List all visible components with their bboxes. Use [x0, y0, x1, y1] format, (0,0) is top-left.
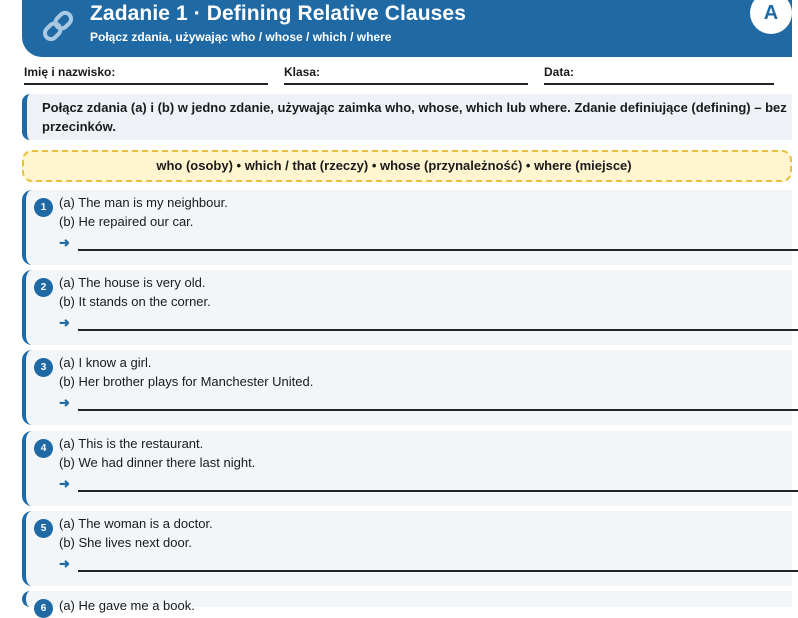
word-box [22, 150, 792, 182]
sentence-b: (b) It stands on the corner. [59, 294, 211, 309]
answer-line[interactable] [78, 249, 798, 251]
sentence-a: (a) He gave me a book. [59, 598, 195, 613]
answer-line[interactable] [78, 490, 798, 492]
exercise-item [22, 511, 792, 586]
instruction-text: Połącz zdania (a) i (b) w jedno zdanie, używając zaimka who, whose, which lub where. Zdanie definiujące (defining) – bez przecinków. [42, 100, 787, 134]
sentence-a: (a) I know a girl. [59, 355, 152, 370]
exercise-number: 1 [34, 198, 53, 217]
arrow-right-icon: ➜ [59, 395, 70, 410]
variant-badge: A [750, 0, 792, 34]
exercise-number: 4 [34, 439, 53, 458]
sentence-b: (b) He repaired our car. [59, 214, 194, 229]
date-label: Data: [544, 65, 575, 79]
arrow-right-icon: ➜ [59, 476, 70, 491]
exercise-number: 2 [34, 278, 53, 297]
date-field[interactable] [544, 65, 774, 85]
sentence-a: (a) The man is my neighbour. [59, 195, 228, 210]
exercise-item [22, 431, 792, 506]
exercise-item [22, 591, 792, 614]
sentence-b: (b) We had dinner there last night. [59, 455, 256, 470]
word-box-text: who (osoby) • which / that (rzeczy) • whose (przynależność) • where (miejsce) [156, 158, 632, 173]
sentence-a: (a) The house is very old. [59, 275, 206, 290]
name-field[interactable] [24, 65, 268, 85]
page-subtitle: Połącz zdania, używając who / whose / which / where [90, 30, 392, 44]
exercise-item [22, 270, 792, 345]
answer-line[interactable] [78, 409, 798, 411]
class-label: Klasa: [284, 65, 321, 79]
instruction-box [22, 94, 792, 140]
sentence-a: (a) The woman is a doctor. [59, 516, 213, 531]
name-label: Imię i nazwisko: [24, 65, 116, 79]
class-field[interactable] [284, 65, 528, 85]
answer-line[interactable] [78, 570, 798, 572]
answer-line[interactable] [78, 329, 798, 331]
header-banner [22, 0, 792, 57]
page-title: Zadanie 1 · Defining Relative Clauses [90, 2, 466, 25]
exercise-item [22, 350, 792, 425]
arrow-right-icon: ➜ [59, 235, 70, 250]
exercise-item [22, 190, 792, 265]
exercise-number: 3 [34, 358, 53, 377]
arrow-right-icon: ➜ [59, 315, 70, 330]
sentence-b: (b) She lives next door. [59, 535, 192, 550]
exercise-number: 5 [34, 519, 53, 538]
sentence-b: (b) Her brother plays for Manchester United. [59, 374, 314, 389]
link-icon [40, 8, 76, 44]
sentence-a: (a) This is the restaurant. [59, 436, 204, 451]
arrow-right-icon: ➜ [59, 556, 70, 571]
exercise-number: 6 [34, 599, 53, 618]
